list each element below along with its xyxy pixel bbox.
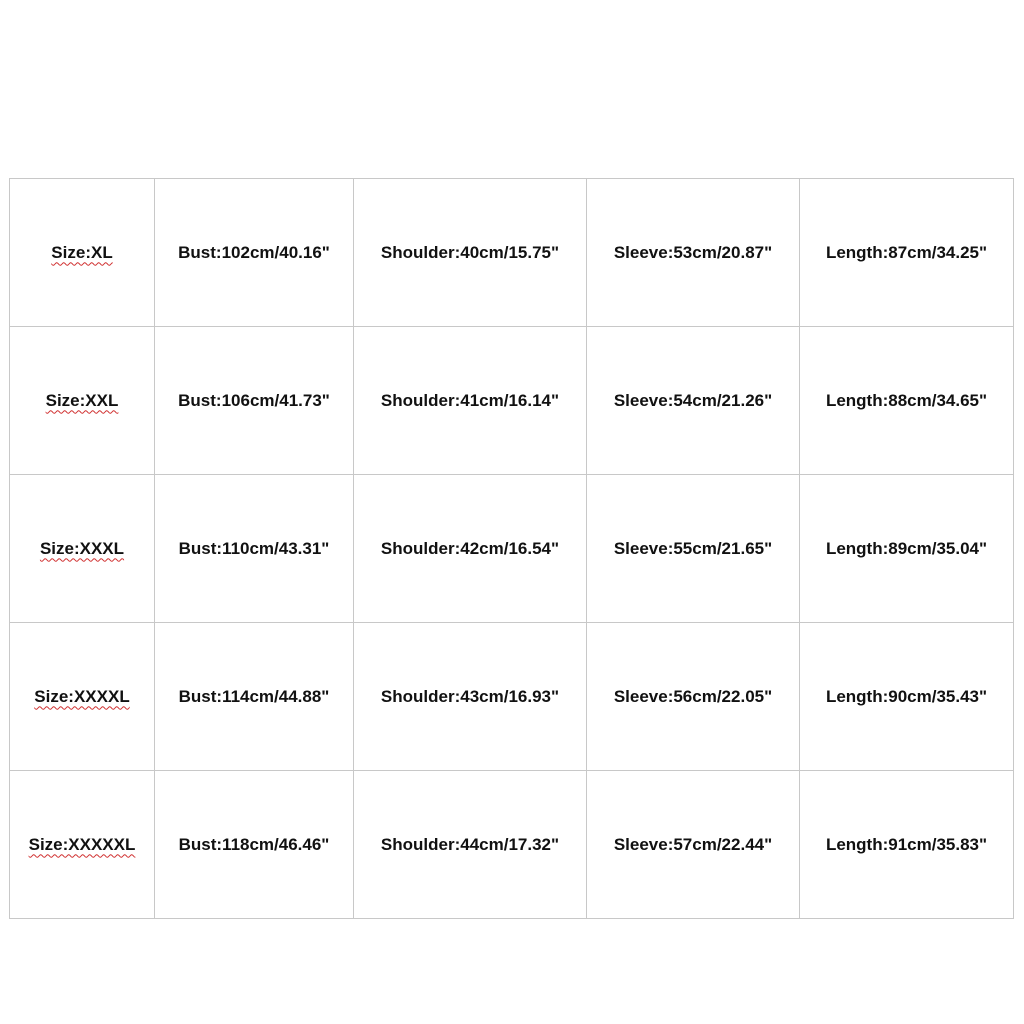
shoulder-cell: Shoulder:43cm/16.93" <box>354 623 587 771</box>
sleeve-cell: Sleeve:56cm/22.05" <box>587 623 800 771</box>
sleeve-cell: Sleeve:55cm/21.65" <box>587 475 800 623</box>
size-cell <box>10 623 155 771</box>
sleeve-cell: Sleeve:57cm/22.44" <box>587 771 800 919</box>
shoulder-cell: Shoulder:41cm/16.14" <box>354 327 587 475</box>
bust-cell: Bust:114cm/44.88" <box>155 623 354 771</box>
size-cell <box>10 327 155 475</box>
size-label: Size:XXXXL <box>34 686 130 706</box>
table-row <box>10 475 1014 623</box>
bust-cell: Bust:106cm/41.73" <box>155 327 354 475</box>
shoulder-cell: Shoulder:42cm/16.54" <box>354 475 587 623</box>
table-row <box>10 771 1014 919</box>
size-cell <box>10 771 155 919</box>
size-cell <box>10 475 155 623</box>
sleeve-cell: Sleeve:53cm/20.87" <box>587 179 800 327</box>
shoulder-cell: Shoulder:40cm/15.75" <box>354 179 587 327</box>
bust-cell: Bust:102cm/40.16" <box>155 179 354 327</box>
size-label: Size:XXL <box>45 390 119 410</box>
table-row <box>10 179 1014 327</box>
size-cell <box>10 179 155 327</box>
bust-cell: Bust:110cm/43.31" <box>155 475 354 623</box>
bust-cell: Bust:118cm/46.46" <box>155 771 354 919</box>
size-label: Size:XXXXXL <box>28 834 136 854</box>
length-cell: Length:91cm/35.83" <box>800 771 1014 919</box>
length-cell: Length:87cm/34.25" <box>800 179 1014 327</box>
table-row <box>10 623 1014 771</box>
length-cell: Length:89cm/35.04" <box>800 475 1014 623</box>
size-label: Size:XL <box>51 242 113 262</box>
size-chart-table <box>9 178 1014 919</box>
length-cell: Length:88cm/34.65" <box>800 327 1014 475</box>
length-cell: Length:90cm/35.43" <box>800 623 1014 771</box>
size-label: Size:XXXL <box>39 538 125 558</box>
shoulder-cell: Shoulder:44cm/17.32" <box>354 771 587 919</box>
table-row <box>10 327 1014 475</box>
sleeve-cell: Sleeve:54cm/21.26" <box>587 327 800 475</box>
